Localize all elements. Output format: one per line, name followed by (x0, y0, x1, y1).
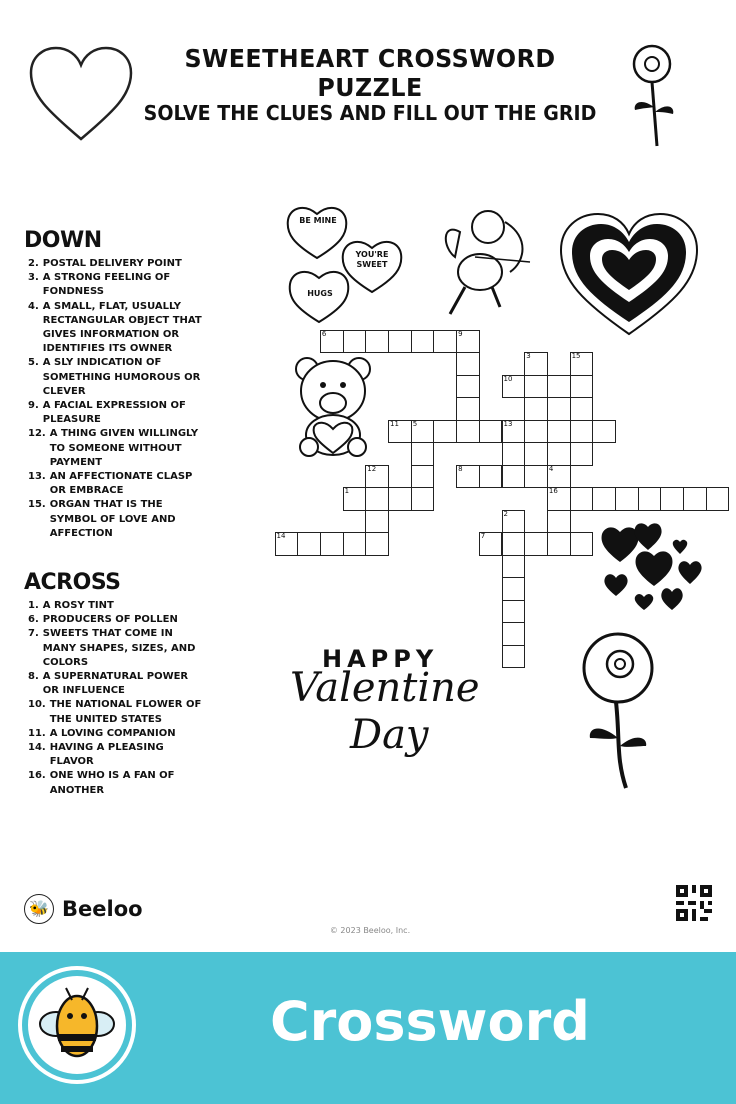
cell-number: 16 (548, 487, 558, 495)
clue-number: 5. (28, 357, 39, 369)
grid-cell[interactable] (275, 532, 299, 556)
greeting-valentine: Valentine (290, 665, 480, 711)
grid-cell[interactable] (524, 465, 548, 489)
across-clue (28, 727, 203, 741)
grid-cell[interactable] (502, 465, 526, 489)
clue-number: 15. (28, 499, 46, 511)
grid-cell[interactable] (411, 442, 435, 466)
brand-name: Beeloo (62, 897, 143, 921)
cell-number: 15 (571, 352, 581, 360)
across-clue (28, 698, 203, 726)
grid-cell[interactable] (502, 645, 526, 669)
rose-icon (625, 42, 680, 148)
grid-cell[interactable] (502, 577, 526, 601)
grid-cell[interactable] (547, 487, 571, 511)
clue-text: A SLY INDICATION OF SOMETHING HUMOROUS OR CLEVER (42, 357, 201, 397)
across-clue (28, 769, 203, 797)
crossword-grid (275, 330, 735, 670)
clue-text: AN AFFECTIONATE CLASP OR EMBRACE (49, 471, 193, 497)
clue-text: A STRONG FEELING OF FONDNESS (42, 272, 171, 298)
grid-cell[interactable] (343, 330, 367, 354)
grid-cell[interactable] (388, 330, 412, 354)
across-clue (28, 613, 203, 627)
clue-number: 4. (28, 300, 39, 312)
grid-cell[interactable] (411, 420, 435, 444)
clue-number: 3. (28, 272, 39, 284)
clue-text: A SUPERNATURAL POWER OR INFLUENCE (42, 671, 189, 697)
clue-text: A THING GIVEN WILLINGLY TO SOMEONE WITHOUT PAYMENT (49, 428, 199, 468)
candy-heart-text: HUGS (307, 289, 333, 298)
cell-number: 2 (503, 509, 508, 518)
beeloo-logo: 🐝 (24, 894, 54, 924)
down-clue (28, 399, 203, 427)
clue-text: THE NATIONAL FLOWER OF THE UNITED STATES (49, 699, 202, 725)
clue-text: A LOVING COMPANION (49, 727, 176, 739)
clue-text: ORGAN THAT IS THE SYMBOL OF LOVE AND AFFECTION (49, 499, 176, 539)
clue-text: POSTAL DELIVERY POINT (42, 258, 182, 269)
down-clue (28, 271, 203, 299)
grid-cell[interactable] (343, 532, 367, 556)
grid-cell[interactable] (456, 397, 480, 421)
grid-cell[interactable] (502, 555, 526, 579)
grid-cell[interactable] (320, 330, 344, 354)
clue-number: 6. (28, 614, 39, 626)
grid-cell[interactable] (570, 352, 594, 376)
grid-cell[interactable] (456, 375, 480, 399)
grid-cell[interactable] (365, 330, 389, 354)
across-clue (28, 599, 203, 613)
bee-mascot-logo (22, 970, 132, 1080)
page-subtitle: SOLVE THE CLUES AND FILL OUT THE GRID (143, 101, 597, 125)
layered-heart-icon (558, 210, 700, 338)
page-title: SWEETHEART CROSSWORD PUZZLE (184, 44, 556, 102)
clue-number: 10. (28, 699, 46, 711)
down-heading: DOWN (24, 228, 102, 253)
grid-cell[interactable] (660, 487, 684, 511)
grid-cell[interactable] (524, 532, 548, 556)
clue-number: 9. (28, 400, 39, 412)
qr-code (676, 885, 712, 921)
across-clue (28, 627, 203, 670)
down-clue (28, 470, 203, 498)
clue-number: 16. (28, 770, 46, 782)
grid-cell[interactable] (365, 465, 389, 489)
grid-cell[interactable] (502, 532, 526, 556)
grid-cell[interactable] (411, 465, 435, 489)
down-clue (28, 427, 203, 470)
grid-cell[interactable] (570, 375, 594, 399)
clue-number: 8. (28, 671, 39, 683)
grid-cell[interactable] (547, 465, 571, 489)
grid-cell[interactable] (547, 532, 571, 556)
clue-number: 2. (28, 258, 39, 269)
grid-cell[interactable] (683, 487, 707, 511)
down-clue (28, 498, 203, 541)
grid-cell[interactable] (570, 397, 594, 421)
grid-cell[interactable] (502, 442, 526, 466)
clue-number: 11. (28, 727, 46, 739)
across-clue (28, 741, 203, 769)
cupid-icon (430, 202, 535, 322)
grid-cell[interactable] (479, 420, 503, 444)
cell-number: 13 (503, 419, 513, 428)
grid-cell[interactable] (388, 420, 412, 444)
grid-cell[interactable] (456, 465, 480, 489)
cell-number: 11 (390, 419, 399, 428)
cell-number: 9 (458, 329, 463, 338)
grid-cell[interactable] (570, 532, 594, 556)
clue-number: 12. (28, 428, 46, 440)
grid-cell[interactable] (524, 442, 548, 466)
grid-cell[interactable] (433, 330, 457, 354)
grid-cell[interactable] (502, 420, 526, 444)
copyright: © 2023 Beeloo, Inc. (329, 926, 411, 935)
cell-number: 8 (458, 464, 463, 473)
grid-cell[interactable] (502, 375, 526, 399)
greeting-day: Day (350, 712, 429, 758)
grid-cell[interactable] (592, 420, 616, 444)
candy-heart-text: YOU'RE SWEET (355, 250, 389, 269)
cell-number: 1 (344, 487, 350, 495)
grid-cell[interactable] (524, 397, 548, 421)
heart-outline-icon (28, 45, 134, 143)
clue-text: A SMALL, FLAT, USUALLY RECTANGULAR OBJECT THAT GIVES INFORMATION OR IDENTIFIES ITS OWNER (42, 300, 202, 355)
grid-cell[interactable] (570, 420, 594, 444)
grid-cell[interactable] (343, 487, 367, 511)
clue-text: A FACIAL EXPRESSION OF PLEASURE (42, 400, 186, 426)
grid-cell[interactable] (456, 352, 480, 376)
down-clue (28, 257, 203, 271)
cell-number: 4 (548, 464, 554, 473)
down-clue (28, 300, 203, 357)
cell-number: 7 (480, 532, 486, 540)
grid-cell[interactable] (547, 397, 571, 421)
grid-cell[interactable] (638, 487, 662, 511)
across-clue-list (28, 599, 203, 798)
clue-text: A ROSY TINT (42, 600, 114, 611)
clue-text: ONE WHO IS A FAN OF ANOTHER (49, 770, 175, 796)
grid-cell[interactable] (365, 532, 389, 556)
grid-cell[interactable] (479, 465, 503, 489)
grid-cell[interactable] (706, 487, 730, 511)
banner-title: Crossword (270, 990, 590, 1053)
grid-cell[interactable] (570, 487, 594, 511)
clue-number: 14. (28, 742, 46, 754)
greeting-happy: HAPPY (322, 645, 439, 673)
clue-text: SWEETS THAT COME IN MANY SHAPES, SIZES, AND COLORS (42, 628, 196, 668)
clue-number: 13. (28, 471, 46, 483)
grid-cell[interactable] (365, 487, 389, 511)
down-clue (28, 356, 203, 399)
grid-cell[interactable] (592, 487, 616, 511)
cell-number: 10 (503, 374, 513, 383)
grid-cell[interactable] (433, 420, 457, 444)
clue-number: 1. (28, 600, 39, 611)
grid-cell[interactable] (502, 600, 526, 624)
bee-icon (28, 976, 126, 1074)
grid-cell[interactable] (479, 532, 503, 556)
down-clue-list (28, 257, 203, 541)
grid-cell[interactable] (456, 420, 480, 444)
cell-number: 12 (367, 464, 377, 473)
grid-cell[interactable] (547, 375, 571, 399)
grid-cell[interactable] (388, 487, 412, 511)
grid-cell[interactable] (456, 330, 480, 354)
across-heading: ACROSS (24, 570, 121, 595)
candy-heart-text: BE MINE (299, 216, 337, 225)
cell-number: 6 (321, 329, 327, 338)
grid-cell[interactable] (524, 352, 548, 376)
cell-number: 5 (412, 419, 418, 428)
grid-cell[interactable] (524, 420, 548, 444)
grid-cell[interactable] (547, 420, 571, 444)
grid-cell[interactable] (411, 487, 435, 511)
grid-cell[interactable] (502, 622, 526, 646)
grid-cell[interactable] (524, 375, 548, 399)
grid-cell[interactable] (411, 330, 435, 354)
across-clue (28, 670, 203, 698)
clue-text: PRODUCERS OF POLLEN (42, 614, 178, 626)
grid-cell[interactable] (320, 532, 344, 556)
clue-number: 7. (28, 628, 39, 640)
grid-cell[interactable] (615, 487, 639, 511)
grid-cell[interactable] (547, 510, 571, 534)
grid-cell[interactable] (365, 510, 389, 534)
cell-number: 14 (276, 532, 286, 540)
cell-number: 3 (526, 352, 531, 360)
grid-cell[interactable] (297, 532, 321, 556)
grid-cell[interactable] (570, 442, 594, 466)
grid-cell[interactable] (502, 510, 526, 534)
clue-text: HAVING A PLEASING FLAVOR (49, 742, 164, 768)
